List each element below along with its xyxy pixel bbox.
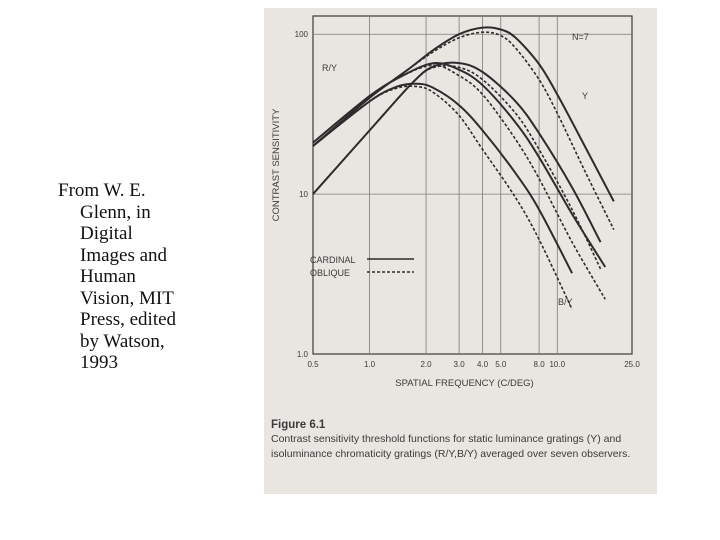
- x-tick-label: 2.0: [420, 360, 432, 369]
- x-tick-label: 5.0: [495, 360, 507, 369]
- x-axis-label: SPATIAL FREQUENCY (C/DEG): [395, 378, 534, 389]
- citation-line: Glenn, in: [80, 201, 151, 223]
- x-tick-label: 3.0: [453, 360, 465, 369]
- y-tick-label: 1.0: [296, 350, 308, 359]
- annotation-by: B/Y: [558, 297, 573, 307]
- annotation-n: N=7: [572, 32, 589, 42]
- citation-line: Images and: [80, 244, 168, 266]
- citation-line: by Watson,: [80, 330, 165, 352]
- figure-label: Figure 6.1: [271, 419, 326, 431]
- x-tick-label: 1.0: [363, 360, 376, 369]
- citation-line: Press, edited: [80, 309, 177, 330]
- cardinal-series-line: [313, 27, 614, 201]
- citation: [58, 180, 208, 374]
- annotation-ry: R/Y: [322, 63, 338, 73]
- oblique-series-line: [313, 32, 614, 229]
- legend-label-oblique: OBLIQUE: [310, 268, 351, 278]
- y-tick-label: 100: [294, 30, 308, 40]
- figure-caption: [271, 419, 653, 461]
- scanned-figure: [264, 8, 657, 494]
- x-tick-label: 8.0: [533, 360, 545, 369]
- annotation-y: Y: [582, 91, 589, 101]
- citation-line: Digital: [80, 223, 133, 244]
- x-tick-label: 10.0: [549, 360, 566, 369]
- figure-caption-text: Contrast sensitivity threshold functions for static luminance gratings (Y) and isoluminance chromaticity gratings (R/Y,B/Y) averaged over seven observers.: [271, 433, 631, 460]
- y-tick-label: 10: [299, 190, 308, 200]
- citation-line: Vision, MIT: [80, 287, 174, 309]
- legend-label-cardinal: CARDINAL: [310, 255, 356, 265]
- x-tick-label: 25.0: [624, 360, 640, 369]
- citation-line: 1993: [80, 352, 118, 373]
- citation-line: Human: [80, 266, 136, 287]
- y-axis-label: CONTRAST SENSITIVITY: [271, 108, 282, 222]
- x-tick-label: 0.5: [307, 360, 319, 369]
- citation-line: From W. E.: [58, 180, 146, 201]
- x-tick-label: 4.0: [477, 360, 489, 369]
